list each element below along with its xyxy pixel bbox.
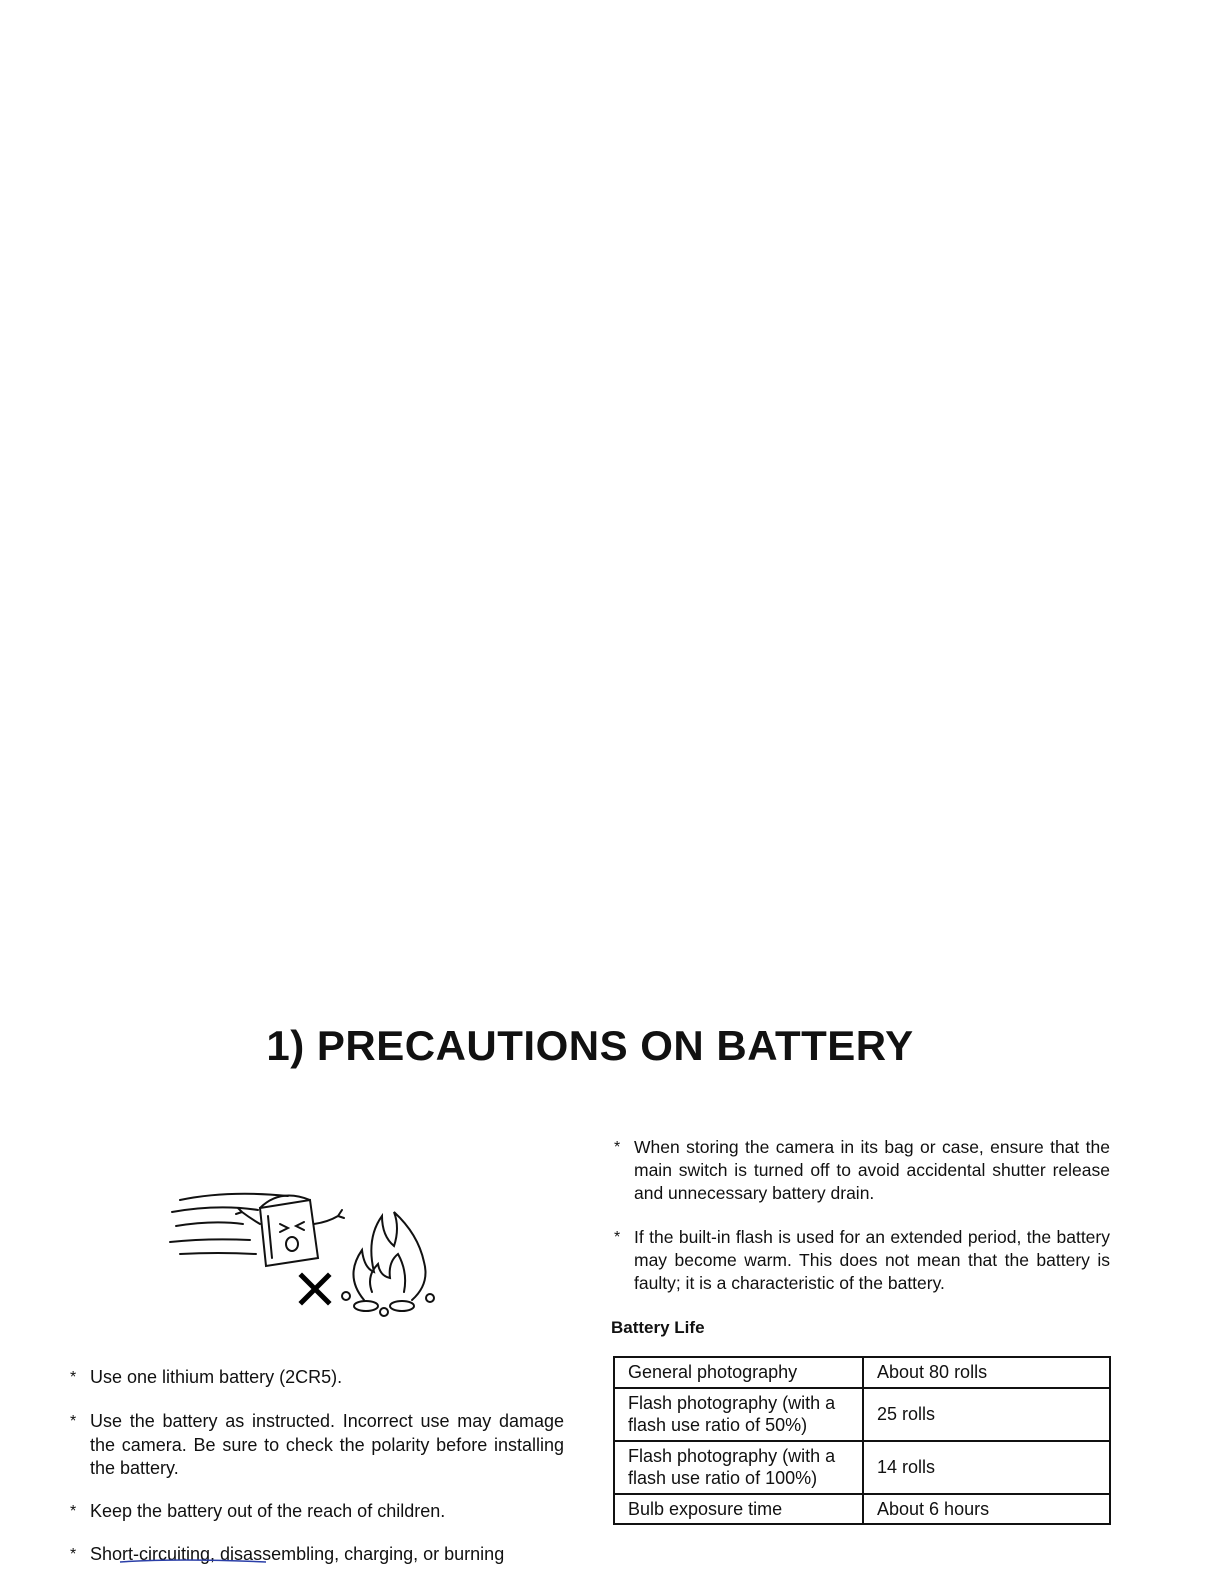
bullet-marker: * (614, 1139, 621, 1156)
bullet-text: Use the battery as instructed. Incorrect use may damage the camera. Be sure to check the polarity before installing the battery. (90, 1411, 564, 1478)
condition-cell: Bulb exposure time (614, 1494, 863, 1525)
handwritten-strike-mark (118, 1556, 268, 1566)
bullet-text: Short-circuiting, disassembling, charging, or burning (90, 1544, 505, 1564)
bullet-marker: * (70, 1413, 77, 1430)
bullet-marker: * (70, 1503, 77, 1520)
condition-cell: Flash photography (with a flash use ratio of 50%) (614, 1388, 863, 1441)
bullet-item (70, 1410, 564, 1481)
value-cell: About 80 rolls (863, 1357, 1110, 1388)
value-cell: 25 rolls (863, 1388, 1110, 1441)
table-row (614, 1388, 1110, 1441)
speed-line (170, 1239, 250, 1242)
log (354, 1301, 378, 1311)
bullet-marker: * (70, 1369, 77, 1386)
condition-cell: Flash photography (with a flash use ratio of 100%) (614, 1441, 863, 1494)
log (390, 1301, 414, 1311)
speed-line (176, 1222, 243, 1226)
flame (353, 1212, 425, 1300)
bullet-text: When storing the camera in its bag or case, ensure that the main switch is turned off to avoid accidental shutter release and unnecessary battery drain. (634, 1137, 1110, 1203)
value-cell: About 6 hours (863, 1494, 1110, 1525)
value-cell: 14 rolls (863, 1441, 1110, 1494)
bullet-text: If the built-in flash is used for an extended period, the battery may become warm. This does not mean that the battery is faulty; it is a characteristic of the battery. (634, 1227, 1110, 1293)
bullet-item (614, 1136, 1110, 1205)
table-row (614, 1441, 1110, 1494)
condition-cell: General photography (614, 1357, 863, 1388)
table-row (614, 1357, 1110, 1388)
page-title: 1) PRECAUTIONS ON BATTERY (266, 1022, 914, 1069)
battery-life-heading: Battery Life (611, 1318, 705, 1337)
speed-line (180, 1253, 256, 1254)
flame (370, 1254, 405, 1292)
bullet-marker: * (70, 1546, 77, 1563)
battery-thrown-into-fire-icon (168, 1188, 438, 1318)
bullet-item (70, 1366, 564, 1390)
table-row (614, 1494, 1110, 1525)
bullet-item (614, 1226, 1110, 1295)
prohibition-x-icon (302, 1276, 328, 1302)
bullet-marker: * (614, 1229, 621, 1246)
speed-line (172, 1207, 258, 1212)
bullet-text: Use one lithium battery (2CR5). (90, 1367, 343, 1387)
bullet-text: Keep the battery out of the reach of children. (90, 1501, 446, 1521)
bullet-item (70, 1500, 564, 1524)
battery-life-table (613, 1356, 1111, 1525)
